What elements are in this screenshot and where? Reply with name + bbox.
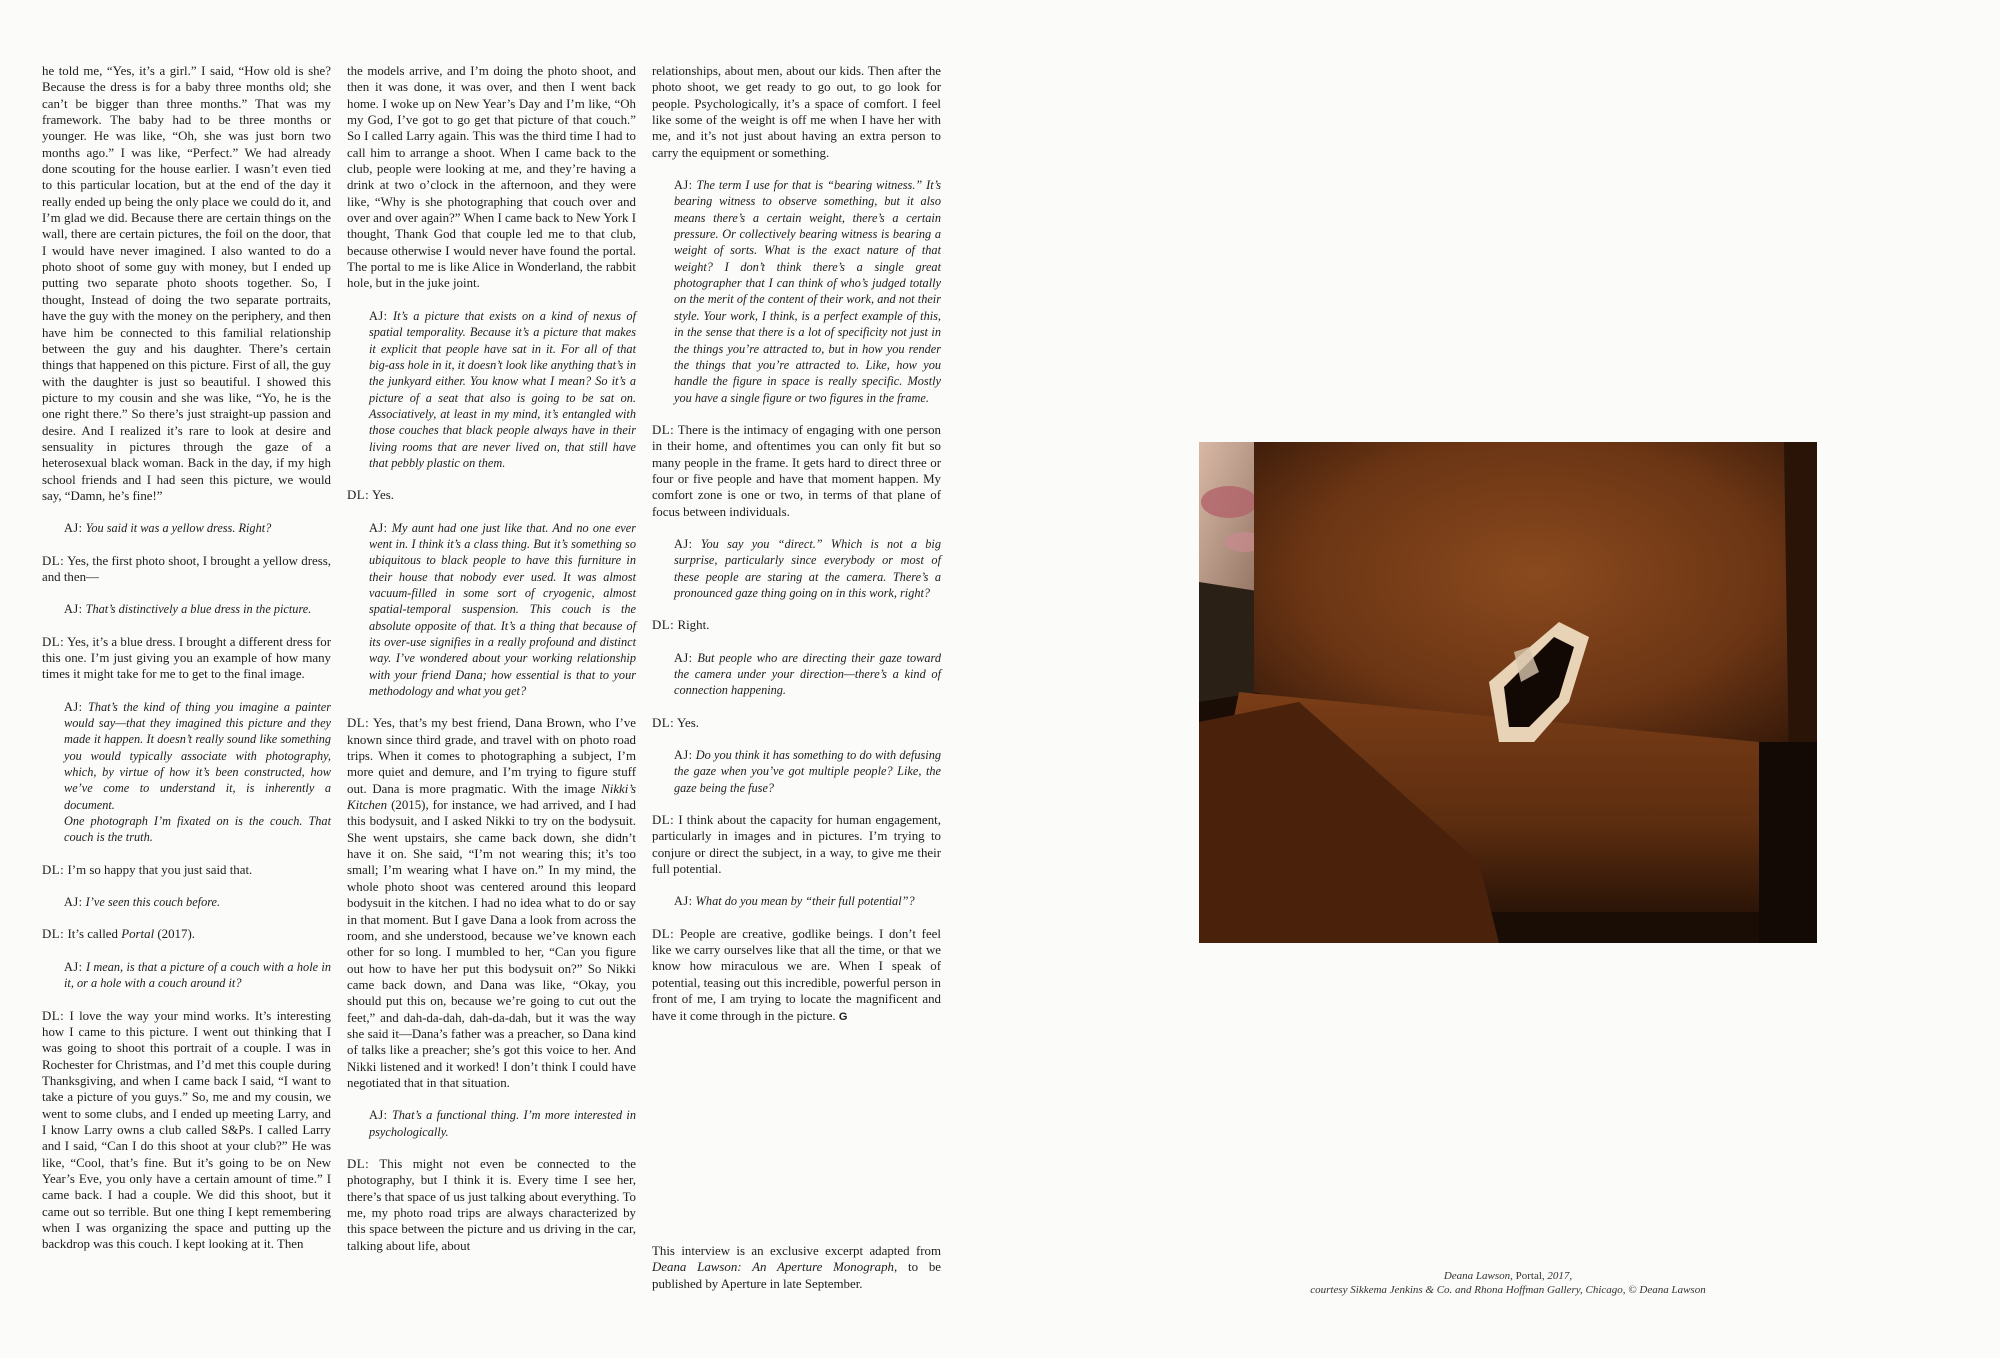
paragraph-gap (652, 601, 941, 617)
question-paragraph (64, 959, 331, 992)
speaker-label: AJ: (674, 748, 693, 763)
speaker-label: AJ: (674, 650, 693, 665)
paragraph-gap (652, 910, 941, 926)
end-mark-icon: G (838, 1010, 848, 1023)
speaker-label: DL: (652, 618, 675, 633)
paragraph-gap (42, 618, 331, 634)
paragraph-text: That’s a functional thing. I’m more interested in psychologically. (369, 1108, 636, 1139)
paragraph-gap (652, 406, 941, 422)
answer-paragraph (652, 926, 941, 1025)
answer-paragraph (652, 617, 941, 633)
paragraph-text: It’s a picture that exists on a kind of nexus of spatial temporality. Because it’s a picture that makes it explicit that people have sat in it. For all of that big-ass hole in it, it doesn’t look like anything that’s in the junkyard either. You know what I mean? So it’s a picture of a seat that also is going to be sat on. Associatively, at least in my mind, it’s entangled with those couches that black people always have in their living rooms that are never lived on, that still have that pebbly plastic on them. (369, 308, 636, 470)
question-paragraph (64, 894, 331, 910)
question-paragraph (64, 520, 331, 536)
paragraph-gap (347, 504, 636, 520)
caption-year: , 2017, (1541, 1270, 1573, 1282)
paragraph-gap (42, 878, 331, 894)
speaker-label: AJ: (64, 895, 83, 910)
answer-paragraph (347, 487, 636, 503)
paragraph-text: That’s the kind of thing you imagine a painter would say—that they imagined this picture and they made it happen. It doesn’t really sound like something you would typically associate with photography, which, by virtue of how it’s been constructed, how we’ve come to understand it, is inherently a document. (64, 699, 331, 812)
paragraph-gap (652, 731, 941, 747)
question-paragraph (369, 1107, 636, 1140)
paragraph-text: I love the way your mind works. It’s interesting how I came to this picture. I went out thinking that I was going to shoot this portrait of a couple. I was in Rochester for Christmas, and I’d met this couple during Thanksgiving, and when I came back I said, “I want to take a picture of you guys.” So, me and my cousin, we went to some clubs, and I ended up meeting Larry, and I know Larry owns a club called S&Ps. I called Larry and I said, “Can I do this shoot at your club?” He was like, “Cool, that’s fine. But it’s going to be on New Year’s Eve, you only have a certain amount of time.” I came back. I had a couple. We did this shoot, but it came out so terrible. But one thing I kept remembering when I was organizing the space and putting up the backdrop was this couch. I kept looking at it. Then (42, 1008, 331, 1252)
speaker-label: AJ: (674, 894, 693, 909)
speaker-label: DL: (652, 926, 675, 941)
paragraph-text: Yes, the first photo shoot, I brought a yellow dress, and then— (42, 553, 331, 584)
speaker-label: DL: (347, 716, 370, 731)
paragraph-text: the models arrive, and I’m doing the photo shoot, and then it was done, it was over, and then I went back home. I woke up on New Year’s Day and I’m like, “Oh my God, I’ve got to go get that picture of that couch.” So I called Larry again. This was the third time I had to call him to arrange a shoot. When I came back to the club, people were looking at me, and they’re having a drink at two o’clock in the afternoon, and they were like, “Why is she photographing that couch over and over and over again?” When I came back to New York I thought, Thank God that couple led me to that club, because otherwise I would never have found the portal. The portal to me is like Alice in Wonderland, the rabbit hole, but in the juke joint. (347, 64, 636, 291)
paragraph-text: Yes, it’s a blue dress. I brought a different dress for this one. I’m just giving you an example of how many times it might take for me to get to the final image. (42, 634, 331, 682)
speaker-label: AJ: (674, 178, 693, 193)
answer-paragraph (42, 63, 331, 504)
paragraph-gap (42, 992, 331, 1008)
couch-photograph (1199, 442, 1817, 943)
question-paragraph (369, 520, 636, 700)
paragraph-gap (652, 520, 941, 536)
paragraph-gap (652, 161, 941, 177)
speaker-label: AJ: (369, 1108, 388, 1123)
paragraph-gap (347, 292, 636, 308)
endnote (652, 1243, 941, 1292)
paragraph-text: My aunt had one just like that. And no one ever went in. I think it’s a class thing. But it’s something so ubiquitous to black people to have this furniture in their house that nobody ever used. It was almost vacuum-filled in some sort of cryogenic, almost spatial-temporal suspension. This couch is the absolute opposite of that. It’s a thing that because of its over-use signifies in a really profound and distinct way. I’ve wondered about your working relationship with your friend Dana; how essential is that to your methodology and what you get? (369, 520, 636, 699)
paragraph-text: I think about the capacity for human engagement, particularly in images and in pictures. I’m trying to conjure or direct the subject, in a way, to give me their full potential. (652, 813, 941, 877)
speaker-label: DL: (42, 553, 65, 568)
speaker-label: AJ: (369, 520, 388, 535)
paragraph-text: The term I use for that is “bearing witness.” It’s bearing witness to observe something, but it also means there’s a certain weight, there’s a certain pressure. Or collectively bearing witness is bearing a weight of sorts. What is the exact nature of that weight? I don’t think there’s a single great photographer that I can think of who’s judged totally on the merit of the content of their work, and not their style. Your work, I think, is a perfect example of this, in the sense that there is a lot of specificity not just in the things you’re attracted to, but in how you render the things that you’re attracted to. Like, how you handle the figure in space is really specific. Mostly you have a single figure or two figures in the frame. (674, 178, 941, 405)
paragraph-gap (347, 1140, 636, 1156)
speaker-label: AJ: (369, 308, 388, 323)
paragraph-gap (42, 585, 331, 601)
answer-paragraph (42, 926, 331, 942)
paragraph-text: I’m so happy that you just said that. (67, 862, 253, 877)
text-column-3 (652, 63, 941, 1025)
paragraph-text: he told me, “Yes, it’s a girl.” I said, “How old is she? Because the dress is for a baby three months old; she can’t be bigger than three months.” That was my framework. The baby had to be three months or younger. He was like, “Oh, she was just born two months ago.” I was like, “Perfect.” We had already done scouting for the house earlier. I wasn’t even tied to this particular location, but at the end of the day it really ended up being the only place we could do it, and I’m glad we did. Because there are certain things on the wall, there are certain pictures, the foil on the door, that I would have never imagined. I also wanted to do a photo shoot of some guy with money, but I ended up putting two separate photo shoots together. So, I thought, Instead of doing the two separate portraits, have the guy with the money on the periphery, and then have him be connected to this familial relationship between the guy and his daughter. There’s certain things that happened on this picture. First of all, the guy with the daughter is just so beautiful. I showed this picture to my cousin and she was like, “Yo, he is the one right there.” So there’s just straight-up passion and desire. And I realized it’s rare to look at desire and sensuality in pictures through the gaze of a heterosexual black woman. Back in the day, if my high school friends and I had seen this picture, we would say, “Damn, he’s fine!” (42, 64, 331, 503)
paragraph-text: That’s distinctively a blue dress in the picture. (85, 602, 312, 617)
paragraph-text: relationships, about men, about our kids. Then after the photo shoot, we get ready to go out, to go look for people. Psychologically, it’s a space of comfort. I feel like some of the weight is off me when I have her with me, and it’s not just about having an extra person to carry the equipment or something. (652, 64, 941, 160)
paragraph-text: This might not even be connected to the photography, but I think it is. Every time I see her, there’s that space of us just talking about everything. To me, my photo road trips are always characterized by this space between the picture and us driving in the car, talking about life, about (347, 1156, 636, 1253)
answer-paragraph (42, 862, 331, 878)
paragraph-gap (42, 504, 331, 520)
endnote-text-end: , to be published by Aperture in late September. (652, 1260, 941, 1291)
paragraph-text: Yes. (677, 715, 699, 730)
paragraph-text: People are creative, godlike beings. I don’t feel like we carry ourselves like that all the time, or that we know how miraculous we are. When I speak of potential, teasing out this incredible, powerful person in front of me, I am trying to locate the magnificent and have it come through in the picture. (652, 926, 941, 1023)
paragraph-text: But people who are directing their gaze toward the camera under your direction—there’s a kind of connection happening. (674, 650, 942, 698)
question-paragraph (369, 308, 636, 471)
paragraph-gap (652, 699, 941, 715)
question-paragraph (674, 177, 941, 406)
answer-paragraph (652, 422, 941, 520)
speaker-label: DL: (652, 813, 675, 828)
paragraph-gap (347, 471, 636, 487)
question-paragraph (64, 699, 331, 846)
speaker-label: DL: (42, 862, 65, 877)
artwork-title: Nikki’s Kitchen (347, 781, 636, 813)
answer-paragraph (347, 1156, 636, 1254)
speaker-label: AJ: (64, 521, 83, 536)
paragraph-gap (42, 846, 331, 862)
paragraph-text: Yes, that’s my best friend, Dana Brown, who I’ve known since third grade, and travel with on photo road trips. When it comes to photographing a subject, I’m more quiet and demure, and I’m trying to figure stuff out. Dana is more pragmatic. With the image (347, 716, 636, 796)
speaker-label: DL: (652, 422, 675, 437)
text-column-1 (42, 63, 331, 1253)
question-paragraph (674, 650, 941, 699)
answer-paragraph (652, 812, 941, 877)
paragraph-text-continued: One photograph I’m fixated on is the couch. That couch is the truth. (64, 814, 331, 845)
speaker-label: DL: (347, 1156, 370, 1171)
answer-paragraph (652, 715, 941, 731)
caption-credit: courtesy Sikkema Jenkins & Co. and Rhona Hoffman Gallery, Chicago, © Deana Lawson (1310, 1284, 1706, 1296)
paragraph-gap (652, 796, 941, 812)
paragraph-text: There is the intimacy of engaging with one person in their home, and oftentimes you can only fit but so many people in the frame. It gets hard to direct three or four or five people and have that moment happen. My comfort zone is one or two, in terms of that plane of focus between individuals. (652, 422, 941, 519)
answer-paragraph (347, 715, 636, 1091)
speaker-label: DL: (42, 1008, 65, 1023)
paragraph-text: I’ve seen this couch before. (85, 895, 221, 910)
paragraph-gap (652, 877, 941, 893)
paragraph-text: It’s called (67, 927, 122, 942)
paragraph-text-after: (2015), for instance, we had arrived, and I had this bodysuit, and I asked Nikki to try on the bodysuit. She went upstairs, she came back down, she didn’t have it on. She said, “I’m not wearing this; it’s too small; I’m wearing what I have on.” In my mind, the whole photo shoot was centered around this leopard bodysuit in the kitchen. I had no idea what to do or say in that moment. But I gave Dana a look from across the room, and she understood, because we’ve known each other for so long. I mumbled to her, “Can you figure out how to have her put this bodysuit on?” So Nikki came back down, and Dana was like, “Okay, you should put this on, because we’re going to cut out the feet,” and dah-da-dah, dah-da-dah, but it was the way she said it—Dana’s father was a preacher, so Dana kind of talks like a preacher; she’s got this voice to her. And Nikki listened and it worked! I don’t think I could have negotiated that in that situation. (347, 798, 636, 1090)
paragraph-gap (42, 910, 331, 926)
paragraph-gap (347, 699, 636, 715)
paragraph-text: I mean, is that a picture of a couch with a hole in it, or a hole with a couch around it? (64, 959, 331, 991)
speaker-label: DL: (652, 715, 675, 730)
speaker-label: AJ: (64, 699, 83, 714)
endnote-book-title: Deana Lawson: An Aperture Monograph (652, 1260, 894, 1275)
answer-paragraph (42, 1008, 331, 1253)
question-paragraph (674, 747, 941, 796)
question-paragraph (674, 536, 941, 601)
answer-paragraph (652, 63, 941, 161)
speaker-label: DL: (347, 488, 370, 503)
answer-paragraph (347, 63, 636, 292)
paragraph-text: You said it was a yellow dress. Right? (85, 521, 272, 536)
caption-artist: Deana Lawson (1443, 1270, 1511, 1282)
endnote-text: This interview is an exclusive excerpt adapted from (652, 1244, 941, 1258)
paragraph-text: Yes. (372, 488, 394, 503)
speaker-label: AJ: (64, 959, 83, 974)
paragraph-gap (42, 683, 331, 699)
paragraph-text-after: (2017). (154, 927, 195, 942)
photo-caption (1220, 1269, 1796, 1297)
paragraph-text: You say you “direct.” Which is not a big surprise, particularly since everybody or most of these people are staring at the camera. There’s a pronounced gaze thing going on in this work, right? (674, 536, 941, 600)
paragraph-text: What do you mean by “their full potential”? (695, 894, 915, 909)
paragraph-gap (42, 943, 331, 959)
paragraph-gap (652, 634, 941, 650)
speaker-label: AJ: (64, 602, 83, 617)
speaker-label: DL: (42, 634, 65, 649)
speaker-label: AJ: (674, 536, 693, 551)
caption-comma: , (1510, 1270, 1516, 1282)
caption-line-1 (1220, 1269, 1796, 1283)
artwork-title: Portal (121, 927, 155, 942)
paragraph-text: Do you think it has something to do with defusing the gaze when you’ve got multiple people? Like, the gaze being the fuse? (674, 748, 941, 795)
text-column-2 (347, 63, 636, 1254)
paragraph-text: Right. (677, 618, 710, 633)
question-paragraph (674, 893, 941, 909)
caption-title: Portal (1515, 1270, 1542, 1282)
paragraph-gap (42, 537, 331, 553)
paragraph-gap (347, 1091, 636, 1107)
answer-paragraph (42, 553, 331, 586)
speaker-label: DL: (42, 927, 65, 942)
question-paragraph (64, 601, 331, 617)
answer-paragraph (42, 634, 331, 683)
